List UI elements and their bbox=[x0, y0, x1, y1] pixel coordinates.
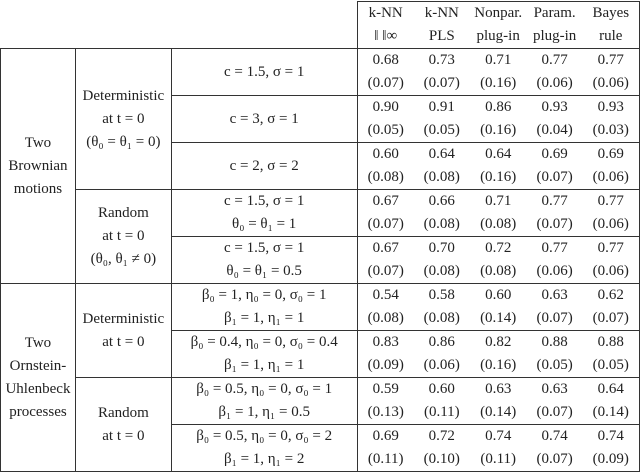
process-label-line: Uhlenbeck bbox=[5, 380, 71, 397]
parameter-line: c = 3, σ = 1 bbox=[229, 110, 299, 127]
value-cell bbox=[527, 49, 583, 96]
table-row bbox=[1, 284, 640, 331]
column-header-line2: PLS bbox=[428, 28, 455, 44]
value-cell bbox=[357, 331, 414, 378]
mean-value: 0.59 bbox=[372, 381, 399, 397]
parameter-line: c = 1.5, σ = 1 bbox=[223, 240, 305, 256]
condition-label bbox=[75, 190, 171, 284]
mean-value: 0.77 bbox=[541, 52, 568, 68]
column-header bbox=[527, 2, 583, 49]
sd-value: (0.08) bbox=[367, 310, 404, 326]
sd-value: (0.07) bbox=[536, 451, 573, 467]
mean-value: 0.67 bbox=[372, 240, 399, 256]
sd-value: (0.03) bbox=[592, 122, 629, 138]
condition-label-line: at t = 0 bbox=[102, 110, 145, 127]
column-header bbox=[583, 2, 640, 49]
parameter-cell bbox=[171, 143, 357, 190]
value-cell bbox=[357, 49, 414, 96]
value-cell bbox=[527, 378, 583, 425]
sd-value: (0.07) bbox=[536, 216, 573, 232]
parameter-line: θ₀ = θ₁ = 0.5 bbox=[226, 263, 302, 279]
mean-value: 0.83 bbox=[372, 334, 399, 350]
sd-value: (0.09) bbox=[592, 451, 629, 467]
value-cell bbox=[583, 143, 640, 190]
value-cell bbox=[470, 49, 527, 96]
mean-value: 0.88 bbox=[597, 334, 624, 350]
mean-value: 0.60 bbox=[372, 146, 399, 162]
value-cell bbox=[357, 237, 414, 284]
mean-value: 0.64 bbox=[597, 381, 624, 397]
sd-value: (0.08) bbox=[423, 263, 460, 279]
value-cell bbox=[470, 237, 527, 284]
mean-value: 0.64 bbox=[428, 146, 455, 162]
sd-value: (0.07) bbox=[536, 404, 573, 420]
mean-value: 0.72 bbox=[428, 428, 455, 444]
value-cell bbox=[527, 284, 583, 331]
condition-label bbox=[75, 378, 171, 472]
sd-value: (0.08) bbox=[423, 169, 460, 185]
mean-value: 0.77 bbox=[597, 240, 624, 256]
sd-value: (0.16) bbox=[480, 357, 517, 373]
sd-value: (0.16) bbox=[480, 122, 517, 138]
process-label bbox=[1, 49, 76, 284]
sd-value: (0.07) bbox=[367, 263, 404, 279]
mean-value: 0.71 bbox=[485, 193, 512, 209]
mean-value: 0.70 bbox=[428, 240, 455, 256]
value-cell bbox=[414, 49, 470, 96]
value-cell bbox=[414, 331, 470, 378]
parameter-line: β₀ = 1, η₀ = 0, σ₀ = 1 bbox=[201, 287, 327, 303]
mean-value: 0.74 bbox=[597, 428, 624, 444]
value-cell bbox=[470, 425, 527, 472]
value-cell bbox=[414, 143, 470, 190]
column-header-line1: k-NN bbox=[368, 5, 403, 21]
sd-value: (0.06) bbox=[536, 263, 573, 279]
sd-value: (0.14) bbox=[480, 310, 517, 326]
sd-value: (0.08) bbox=[423, 216, 460, 232]
process-label-line: processes bbox=[9, 403, 67, 420]
sd-value: (0.09) bbox=[367, 357, 404, 373]
header-blank bbox=[1, 2, 358, 49]
mean-value: 0.71 bbox=[485, 52, 512, 68]
parameter-line: c = 2, σ = 2 bbox=[229, 157, 299, 174]
sd-value: (0.04) bbox=[536, 122, 573, 138]
value-cell bbox=[527, 237, 583, 284]
column-header-line2: ‖ ‖∞ bbox=[374, 28, 398, 44]
mean-value: 0.77 bbox=[597, 52, 624, 68]
sd-value: (0.07) bbox=[536, 310, 573, 326]
mean-value: 0.68 bbox=[372, 52, 399, 68]
mean-value: 0.72 bbox=[485, 240, 512, 256]
value-cell bbox=[357, 284, 414, 331]
mean-value: 0.82 bbox=[485, 334, 512, 350]
parameter-line: β₀ = 0.5, η₀ = 0, σ₀ = 2 bbox=[196, 428, 333, 444]
sd-value: (0.06) bbox=[423, 357, 460, 373]
sd-value: (0.11) bbox=[367, 451, 404, 467]
sd-value: (0.06) bbox=[592, 216, 629, 232]
sd-value: (0.08) bbox=[367, 169, 404, 185]
sd-value: (0.05) bbox=[592, 357, 629, 373]
sd-value: (0.06) bbox=[536, 75, 573, 91]
mean-value: 0.90 bbox=[372, 99, 399, 115]
sd-value: (0.05) bbox=[536, 357, 573, 373]
sd-value: (0.07) bbox=[367, 75, 404, 91]
column-header-line1: Nonpar. bbox=[474, 5, 523, 21]
mean-value: 0.88 bbox=[541, 334, 568, 350]
mean-value: 0.69 bbox=[372, 428, 399, 444]
parameter-line: θ₀ = θ₁ = 1 bbox=[232, 216, 297, 232]
condition-label-line: Deterministic bbox=[82, 310, 165, 327]
value-cell bbox=[583, 96, 640, 143]
mean-value: 0.74 bbox=[541, 428, 568, 444]
table-row bbox=[1, 190, 640, 237]
table-row bbox=[1, 378, 640, 425]
mean-value: 0.74 bbox=[485, 428, 512, 444]
condition-label bbox=[75, 49, 171, 190]
value-cell bbox=[527, 331, 583, 378]
value-cell bbox=[583, 378, 640, 425]
condition-label-line: at t = 0 bbox=[102, 427, 145, 444]
value-cell bbox=[583, 237, 640, 284]
sd-value: (0.08) bbox=[480, 263, 517, 279]
condition-label-line: Deterministic bbox=[82, 87, 165, 104]
table-row bbox=[1, 49, 640, 96]
mean-value: 0.64 bbox=[485, 146, 512, 162]
mean-value: 0.69 bbox=[597, 146, 624, 162]
parameter-cell bbox=[171, 331, 357, 378]
results-table bbox=[0, 1, 640, 472]
value-cell bbox=[470, 378, 527, 425]
parameter-line: β₁ = 1, η₁ = 0.5 bbox=[218, 404, 310, 420]
value-cell bbox=[357, 96, 414, 143]
value-cell bbox=[583, 49, 640, 96]
column-header bbox=[414, 2, 470, 49]
value-cell bbox=[527, 190, 583, 237]
mean-value: 0.77 bbox=[541, 240, 568, 256]
sd-value: (0.11) bbox=[480, 451, 517, 467]
parameter-cell bbox=[171, 49, 357, 96]
parameter-line: c = 1.5, σ = 1 bbox=[223, 193, 305, 209]
column-header-line2: plug-in bbox=[476, 28, 520, 44]
sd-value: (0.06) bbox=[592, 169, 629, 185]
value-cell bbox=[414, 378, 470, 425]
sd-value: (0.07) bbox=[536, 169, 573, 185]
condition-label-line: at t = 0 bbox=[102, 333, 145, 350]
mean-value: 0.69 bbox=[541, 146, 568, 162]
mean-value: 0.67 bbox=[372, 193, 399, 209]
value-cell bbox=[527, 96, 583, 143]
value-cell bbox=[414, 284, 470, 331]
column-header-line1: k-NN bbox=[424, 5, 459, 21]
value-cell bbox=[470, 284, 527, 331]
sd-value: (0.11) bbox=[423, 404, 460, 420]
column-header-line1: Bayes bbox=[592, 5, 630, 21]
value-cell bbox=[414, 237, 470, 284]
parameter-line: β₁ = 1, η₁ = 1 bbox=[223, 310, 305, 326]
value-cell bbox=[583, 425, 640, 472]
sd-value: (0.13) bbox=[367, 404, 404, 420]
sd-value: (0.07) bbox=[423, 75, 460, 91]
sd-value: (0.05) bbox=[423, 122, 460, 138]
parameter-cell bbox=[171, 190, 357, 237]
sd-value: (0.06) bbox=[592, 263, 629, 279]
mean-value: 0.77 bbox=[597, 193, 624, 209]
sd-value: (0.10) bbox=[423, 451, 460, 467]
parameter-cell bbox=[171, 284, 357, 331]
mean-value: 0.91 bbox=[428, 99, 455, 115]
process-label-line: Two bbox=[24, 134, 52, 151]
sd-value: (0.05) bbox=[367, 122, 404, 138]
column-header-line1: Param. bbox=[533, 5, 576, 21]
mean-value: 0.54 bbox=[372, 287, 399, 303]
mean-value: 0.66 bbox=[428, 193, 455, 209]
value-cell bbox=[470, 331, 527, 378]
mean-value: 0.62 bbox=[597, 287, 624, 303]
value-cell bbox=[470, 190, 527, 237]
sd-value: (0.16) bbox=[480, 169, 517, 185]
value-cell bbox=[357, 425, 414, 472]
column-header bbox=[470, 2, 527, 49]
value-cell bbox=[357, 378, 414, 425]
mean-value: 0.63 bbox=[485, 381, 512, 397]
mean-value: 0.93 bbox=[541, 99, 568, 115]
mean-value: 0.77 bbox=[541, 193, 568, 209]
process-label-line: Ornstein- bbox=[9, 357, 67, 374]
value-cell bbox=[583, 190, 640, 237]
sd-value: (0.07) bbox=[592, 310, 629, 326]
condition-label-line: (θ₀, θ₁ ≠ 0) bbox=[90, 251, 157, 267]
mean-value: 0.86 bbox=[485, 99, 512, 115]
value-cell bbox=[357, 143, 414, 190]
process-label-line: Two bbox=[24, 334, 52, 351]
value-cell bbox=[357, 190, 414, 237]
parameter-line: β₁ = 1, η₁ = 1 bbox=[223, 357, 305, 373]
condition-label bbox=[75, 284, 171, 378]
sd-value: (0.14) bbox=[480, 404, 517, 420]
mean-value: 0.73 bbox=[428, 52, 455, 68]
mean-value: 0.63 bbox=[541, 287, 568, 303]
sd-value: (0.16) bbox=[480, 75, 517, 91]
parameter-line: β₁ = 1, η₁ = 2 bbox=[223, 451, 305, 467]
mean-value: 0.58 bbox=[428, 287, 455, 303]
column-header bbox=[357, 2, 414, 49]
parameter-cell bbox=[171, 378, 357, 425]
header-row bbox=[1, 2, 640, 49]
parameter-cell bbox=[171, 425, 357, 472]
mean-value: 0.60 bbox=[485, 287, 512, 303]
sd-value: (0.14) bbox=[592, 404, 629, 420]
condition-label-line: at t = 0 bbox=[102, 228, 145, 244]
sd-value: (0.07) bbox=[367, 216, 404, 232]
column-header-line2: rule bbox=[599, 28, 623, 44]
value-cell bbox=[414, 425, 470, 472]
sd-value: (0.08) bbox=[423, 310, 460, 326]
condition-label-line: Random bbox=[97, 404, 149, 421]
value-cell bbox=[583, 331, 640, 378]
parameter-cell bbox=[171, 237, 357, 284]
mean-value: 0.86 bbox=[428, 334, 455, 350]
condition-label-line: Random bbox=[97, 205, 149, 221]
parameter-cell bbox=[171, 96, 357, 143]
value-cell bbox=[470, 96, 527, 143]
process-label-line: Brownian bbox=[8, 157, 68, 174]
mean-value: 0.63 bbox=[541, 381, 568, 397]
value-cell bbox=[527, 425, 583, 472]
condition-label-line: (θ₀ = θ₁ = 0) bbox=[86, 133, 161, 150]
value-cell bbox=[414, 96, 470, 143]
value-cell bbox=[414, 190, 470, 237]
mean-value: 0.93 bbox=[597, 99, 624, 115]
sd-value: (0.06) bbox=[592, 75, 629, 91]
column-header-line2: plug-in bbox=[532, 28, 577, 44]
value-cell bbox=[470, 143, 527, 190]
parameter-line: β₀ = 0.4, η₀ = 0, σ₀ = 0.4 bbox=[190, 334, 338, 350]
mean-value: 0.60 bbox=[428, 381, 455, 397]
value-cell bbox=[527, 143, 583, 190]
parameter-line: β₀ = 0.5, η₀ = 0, σ₀ = 1 bbox=[196, 381, 333, 397]
process-label bbox=[1, 284, 76, 472]
value-cell bbox=[583, 284, 640, 331]
process-label-line: motions bbox=[13, 180, 63, 197]
sd-value: (0.08) bbox=[480, 216, 517, 232]
parameter-line: c = 1.5, σ = 1 bbox=[223, 63, 305, 80]
